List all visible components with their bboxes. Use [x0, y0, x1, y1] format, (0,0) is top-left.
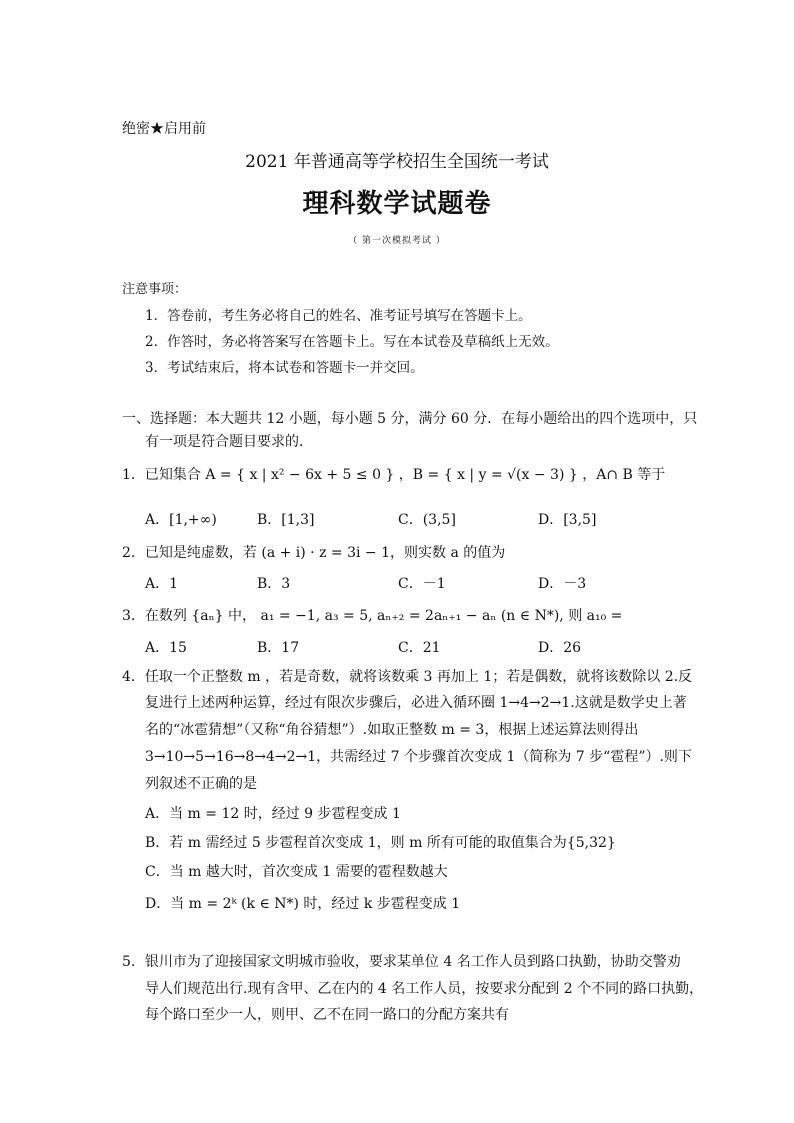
question-3-option-a: A．15 [145, 640, 187, 656]
question-3-stem: 3．在数列 {aₙ} 中， a₁ = −1, a₃ = 5, aₙ₊₂ = 2aₙ₊₁ − aₙ (n ∈ N*), 则 a₁₀ = [122, 608, 623, 624]
question-2-option-d: D．－3 [538, 576, 587, 592]
question-1-option-b: B．[1,3] [257, 512, 315, 528]
question-4-option-d: D．当 m = 2ᵏ (k ∈ N*) 时，经过 k 步雹程变成 1 [145, 896, 461, 912]
notice-item: 1．答卷前，考生务必将自己的姓名、准考证号填写在答题卡上。 [145, 308, 532, 324]
question-5-line: 导人们规范出行.现有含甲、乙在内的 4 名工作人员，按要求分配到 2 个不同的路口执勤， [145, 981, 704, 997]
question-4-line: 3→10→5→16→8→4→2→1，共需经过 7 个步骤首次变成 1（简称为 7 步“雹程”）.则下 [145, 749, 692, 765]
question-5-line: 每个路口至少一人，则甲、乙不在同一路口的分配方案共有 [145, 1007, 509, 1023]
question-2-option-c: C．－1 [398, 576, 446, 592]
question-4-line: 复进行上述两种运算，经过有限次步骤后，必进入循环圈 1→4→2→1.这就是数学史上著 [145, 695, 687, 711]
question-3-option-c: C．21 [398, 640, 441, 656]
page-title: 理科数学试题卷 [302, 189, 492, 219]
notice-item: 2．作答时，务必将答案写在答题卡上。写在本试卷及草稿纸上无效。 [145, 334, 559, 350]
question-1-option-a: A．[1,+∞) [145, 512, 217, 528]
question-4-line: 名的“冰雹猜想”（又称“角谷猜想”）.如取正整数 m = 3，根据上述运算法则得出 [145, 722, 639, 738]
exam-subtitle: （ 第一次模拟考试 ） [348, 236, 446, 246]
secret-label: 绝密★启用前 [122, 121, 206, 137]
question-4-option-b: B．若 m 需经过 5 步雹程首次变成 1，则 m 所有可能的取值集合为{5,32} [145, 835, 616, 851]
notice-item: 3．考试结束后，将本试卷和答题卡一并交回。 [145, 360, 424, 376]
question-3-option-b: B．17 [257, 640, 300, 656]
notice-heading: 注意事项： [122, 282, 188, 297]
question-1-stem: 1．已知集合 A = { x | x² − 6x + 5 ≤ 0 } ，B = { x | y = √(x − 3) } ，A∩ B 等于 [122, 467, 666, 483]
question-2-stem: 2．已知是纯虚数，若 (a + i) · z = 3i − 1，则实数 a 的值为 [122, 545, 506, 561]
question-4-option-a: A．当 m = 12 时，经过 9 步雹程变成 1 [145, 806, 401, 822]
question-3-option-d: D．26 [538, 640, 582, 656]
question-5-line: 5．银川市为了迎接国家文明城市验收，要求某单位 4 名工作人员到路口执勤，协助交警劝 [122, 954, 681, 970]
question-4-line: 4．任取一个正整数 m ，若是奇数，就将该数乘 3 再加上 1；若是偶数，就将该数除以 2.反 [122, 669, 693, 685]
question-1-option-c: C．(3,5] [398, 512, 456, 528]
exam-title: 2021 年普通高等学校招生全国统一考试 [245, 152, 549, 172]
question-1-option-d: D．[3,5] [538, 512, 597, 528]
question-2-option-b: B．3 [257, 576, 291, 592]
section-heading: 一、选择题：本大题共 12 小题，每小题 5 分，满分 60 分．在每小题给出的四个选项中，只 [122, 411, 698, 427]
question-2-option-a: A．1 [145, 576, 179, 592]
question-4-line: 列叙述不正确的是 [145, 776, 257, 792]
question-4-option-c: C．当 m 越大时，首次变成 1 需要的雹程数越大 [145, 864, 448, 880]
section-heading-cont: 有一项是符合题目要求的． [145, 434, 313, 450]
